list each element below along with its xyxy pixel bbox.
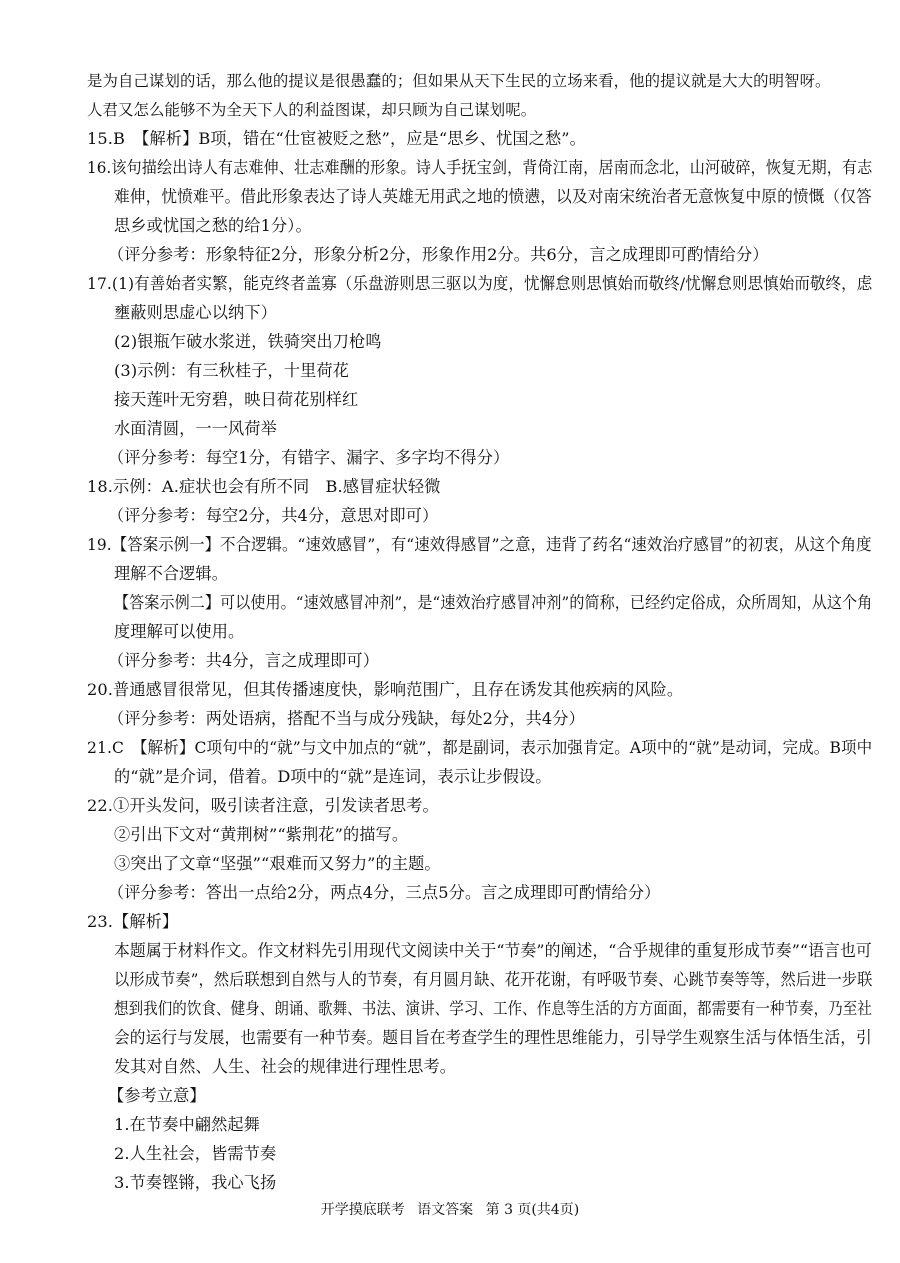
text-line: 想到我们的饮食、健身、朗诵、歌舞、书法、演讲、学习、工作、作息等生活的方方面面，都需要有一种节奏，乃至社 (114, 999, 872, 1018)
text-line: 以形成节奏”，然后联想到自然与人的节奏，有月圆月缺、花开花谢，有呼吸节奏、心跳节奏等等，然后进一步联 (114, 970, 873, 989)
text-line: 会的运行与发展，也需要有一种节奏。题目旨在考查学生的理性思维能力，引导学生观察生活与体悟生活，引 (114, 1028, 872, 1047)
answer-15: 15.B 【解析】B项，错在“仕宦被贬之愁”，应是“思乡、忧国之愁”。 (87, 129, 586, 148)
text-line: 水面清圆，一一风荷举 (114, 419, 277, 438)
answer-16: 16.该句描绘出诗人有志难伸、壮志难酬的形象。诗人手抚宝剑，背倚江南，居南而念北，山河破碎，恢复无期，有志 (87, 158, 873, 177)
text-line: 【答案示例二】可以使用。“速效感冒冲剂”，是“速效治疗感冒冲剂”的简称，已经约定俗成，众所周知，从这个角 (114, 593, 873, 612)
reference-theme-heading: 【参考立意】 (108, 1086, 206, 1105)
text-line: 发其对自然、人生、社会的规律进行理性思考。 (114, 1057, 457, 1076)
answer-22: 22.①开头发问，吸引读者注意，引发读者思考。 (87, 796, 439, 815)
text-line: 壅蔽则思虚心以纳下） (114, 303, 277, 322)
footer-subject: 语文答案 (417, 1202, 474, 1218)
reference-theme-item: 3.节奏铿锵，我心飞扬 (114, 1173, 277, 1192)
text-line: 的“就”是介词，借着。D项中的“就”是连词，表示让步假设。 (114, 767, 552, 786)
text-line: 度理解可以使用。 (114, 622, 245, 641)
text-line: 难伸，忧愤难平。借此形象表达了诗人英雄无用武之地的愤懑，以及对南宋统治者无意恢复中原的愤慨（仅答 (114, 187, 872, 206)
scoring-note: （评分参考：形象特征2分，形象分析2分，形象作用2分。共6分，言之成理即可酌情给分） (108, 245, 769, 264)
reference-theme-item: 2.人生社会，皆需节奏 (114, 1144, 277, 1163)
scoring-note: （评分参考：每空2分，共4分，意思对即可） (108, 506, 439, 525)
text-line: (3)示例：有三秋桂子，十里荷花 (114, 361, 349, 380)
text-line: 本题属于材料作文。作文材料先引用现代文阅读中关于“节奏”的阐述，“合乎规律的重复形成节奏”“语言也可 (114, 941, 872, 960)
footer-page-number: 第 3 页(共4页) (485, 1202, 580, 1218)
answer-23: 23.【解析】 (87, 912, 179, 931)
answer-20: 20.普通感冒很常见，但其传播速度快，影响范围广，且存在诱发其他疾病的风险。 (87, 680, 684, 699)
answer-17: 17.(1)有善始者实繁，能克终者盖寡（乐盘游则思三驱以为度，忧懈怠则思慎始而敬终/忧懈怠则思慎始而敬终，虑 (87, 274, 873, 293)
scoring-note: （评分参考：答出一点给2分，两点4分，三点5分。言之成理即可酌情给分） (108, 883, 661, 902)
answer-18: 18.示例：A.症状也会有所不同 B.感冒症状轻微 (87, 477, 441, 496)
text-line: 是为自己谋划的话，那么他的提议是很愚蠢的；但如果从天下生民的立场来看，他的提议就是大大的明智呀。 (87, 72, 831, 90)
text-line: (2)银瓶乍破水浆迸，铁骑突出刀枪鸣 (114, 332, 382, 351)
text-line: 人君又怎么能够不为全天下人的利益图谋，却只顾为自己谋划呢。 (87, 101, 537, 119)
page-footer (0, 1200, 900, 1220)
answer-21: 21.C 【解析】C项句中的“就”与文中加点的“就”，都是副词，表示加强肯定。A项中的“就”是动词，完成。B项中 (87, 738, 873, 757)
scoring-note: （评分参考：共4分，言之成理即可） (108, 651, 379, 670)
text-line: 接天莲叶无穷碧，映日荷花别样红 (114, 390, 359, 409)
text-line: 理解不合逻辑。 (114, 564, 229, 583)
scoring-note: （评分参考：每空1分，有错字、漏字、多字均不得分） (108, 448, 510, 467)
footer-exam: 开学摸底联考 (320, 1202, 405, 1218)
text-line: 思乡或忧国之愁的给1分）。 (114, 216, 312, 235)
text-line: ②引出下文对“黄荆树”“紫荆花”的描写。 (114, 825, 409, 844)
reference-theme-item: 1.在节奏中翩然起舞 (114, 1115, 260, 1134)
scoring-note: （评分参考：两处语病，搭配不当与成分残缺，每处2分，共4分） (108, 709, 585, 728)
answer-19: 19.【答案示例一】不合逻辑。“速效感冒”，有“速效得感冒”之意，违背了药名“速效治疗感冒”的初衷，从这个角度 (87, 535, 872, 554)
text-line: ③突出了文章“坚强”“艰难而又努力”的主题。 (114, 854, 441, 873)
